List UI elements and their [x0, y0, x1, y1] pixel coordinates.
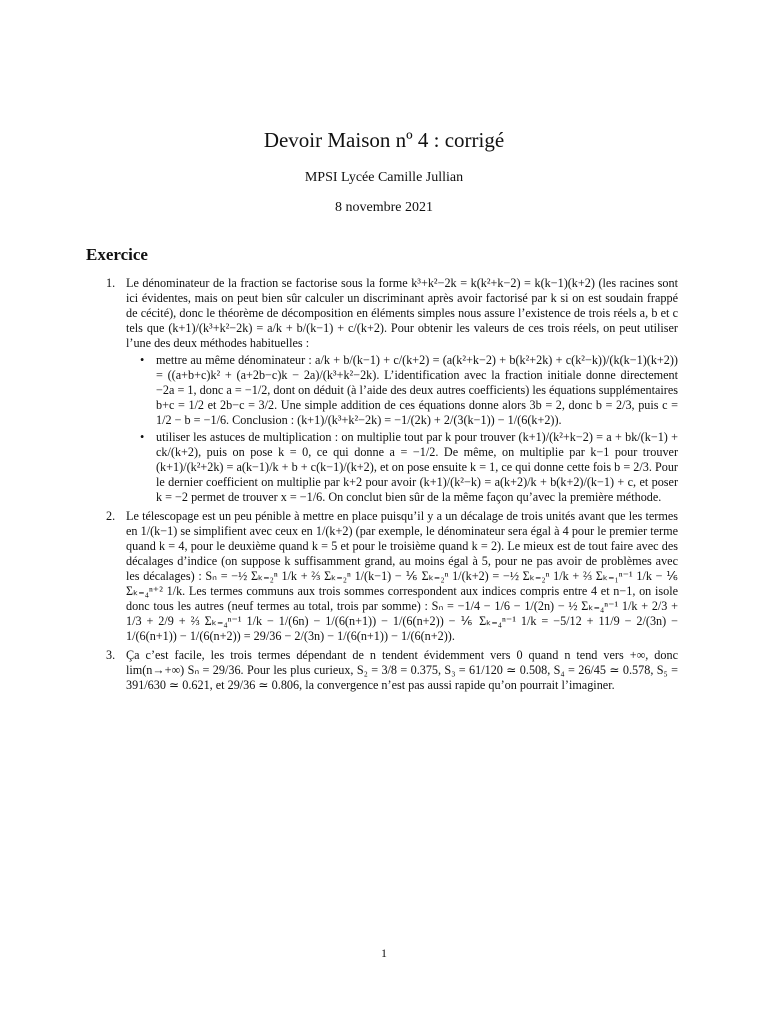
bullet-item: [136, 353, 678, 428]
document-date: 8 novembre 2021: [335, 200, 433, 215]
item-number: 3.: [106, 648, 116, 662]
list-item-1: [106, 276, 678, 505]
list-item-2: [106, 509, 678, 644]
bullet-dot-icon: •: [140, 430, 145, 444]
page-number: 1: [381, 946, 387, 960]
item-text: Le télescopage est un peu pénible à mettre en place puisqu’il y a un décalage de trois unités avant que les termes en 1/(k−1) se simplifient avec ceux en 1/(k+2) (par exemple, le dénominateur sera égal à 4 pour le premier terme quand k = 4, pour le deuxième quand k = 5 et pour le troisième quand k = 2). Le mieux est de tout faire avec des décalages d’indice (on suppose k suffisamment grand, au moins égal à 5, pour ne pas avoir de problèmes avec les décalages) : Sₙ = −½ Σₖ₌₂ⁿ 1/k + ⅔ Σₖ₌₂ⁿ 1/(k−1) − ⅙ Σₖ₌₂ⁿ 1/(k+2) = −½ Σₖ₌₂ⁿ 1/k + ⅔ Σₖ₌₁ⁿ⁻¹ 1/k − ⅙ Σₖ₌₄ⁿ⁺² 1/k. Les termes communs aux trois sommes correspondent aux indices compris entre 4 et n−1, on isole donc tous les autres (neuf termes au total, trois par somme) : Sₙ = −1/4 − 1/6 − 1/(2n) − ½ Σₖ₌₄ⁿ⁻¹ 1/k + 2/3 + 1/3 + 2/9 + ⅔ Σₖ₌₄ⁿ⁻¹ 1/k − 1/(6n) − 1/(6(n+1)) − 1/(6(n+2)) − ⅙ Σₖ₌₄ⁿ⁻¹ 1/k = −5/12 + 11/9 − 2/(3n) − 1/(6(n+1)) − 1/(6(n+2)) = 29/36 − 2/(3n) − 1/(6(n+1)) − 1/(6(n+2)).: [126, 509, 678, 643]
list-item-3: [106, 648, 678, 693]
exercise-body: [106, 276, 678, 697]
section-heading: Exercice: [86, 245, 148, 264]
item-number: 2.: [106, 509, 116, 523]
bullet-text: mettre au même dénominateur : a/k + b/(k−1) + c/(k+2) = (a(k²+k−2) + b(k²+2k) + c(k²−k))/(k(k−1)(k+2)) = ((a+b+c)k² + (a+2b−c)k − 2a)/(k³+k²−2k). L’identification avec la fraction initiale donne directement −2a = 1, donc a = −1/2, dont on déduit (à l’aide des deux autres coefficients) les équations supplémentaires b+c = 1/2 et 2b−c = 3/2. Une simple addition de ces équations donne alors 3b = 2, donc b = 2/3, puis c = 1/2 − b = −1/6. Conclusion : (k+1)/(k³+k²−2k) = −1/(2k) + 2/(3(k−1)) − 1/(6(k+2)).: [156, 353, 678, 427]
bullet-text: utiliser les astuces de multiplication : on multiplie tout par k pour trouver (k+1)/(k²+k−2) = a + bk/(k−1) + ck/(k+2), puis on pose k = 0, ce qui donne a = −1/2. De même, on multiplie par k−1 pour trouver (k+1)/(k²+2k) = a(k−1)/k + b + c(k−1)/(k+2), et on pose ensuite k = 1, ce qui donne cette fois b = 2/3. Pour le dernier coefficient on multiplie par k+2 pour avoir (k+1)/(k²−k) = a(k+2)/k + b(k+2)/(k−1) + c, et poser k = −2 permet de trouver x = −1/6. On conclut bien sûr de la même façon qu’avec la première méthode.: [156, 430, 678, 504]
document-title: Devoir Maison nº 4 : corrigé: [263, 128, 505, 152]
item-text: Ça c’est facile, les trois termes dépendant de n tendent évidemment vers 0 quand n tend vers +∞, donc lim(n→+∞) Sₙ = 29/36. Pour les plus curieux, S₂ = 3/8 = 0.375, S₃ = 61/120 ≃ 0.508, S₄ = 26/45 ≃ 0.578, S₅ = 391/630 ≃ 0.621, et 29/36 ≃ 0.806, la convergence n’est pas aussi rapide qu’on pourrait l’imaginer.: [126, 648, 678, 692]
bullet-dot-icon: •: [140, 353, 145, 367]
school-name: MPSI Lycée Camille Jullian: [304, 170, 464, 185]
item-text: Le dénominateur de la fraction se factorise sous la forme k³+k²−2k = k(k²+k−2) = k(k−1)(k+2) (les racines sont ici évidentes, mais on peut bien sûr calculer un discriminant après avoir factorisé par k si on est soudain frappé de cécité), donc le théorème de décomposition en éléments simples nous assure l’existence de trois réels a, b et c tels que (k+1)/(k³+k²−2k) = a/k + b/(k−1) + c/(k+2). Pour obtenir les valeurs de ces trois réels, on peut utiliser l’une des deux méthodes habituelles :: [126, 276, 678, 350]
bullet-item: [136, 430, 678, 505]
item-number: 1.: [106, 276, 116, 290]
